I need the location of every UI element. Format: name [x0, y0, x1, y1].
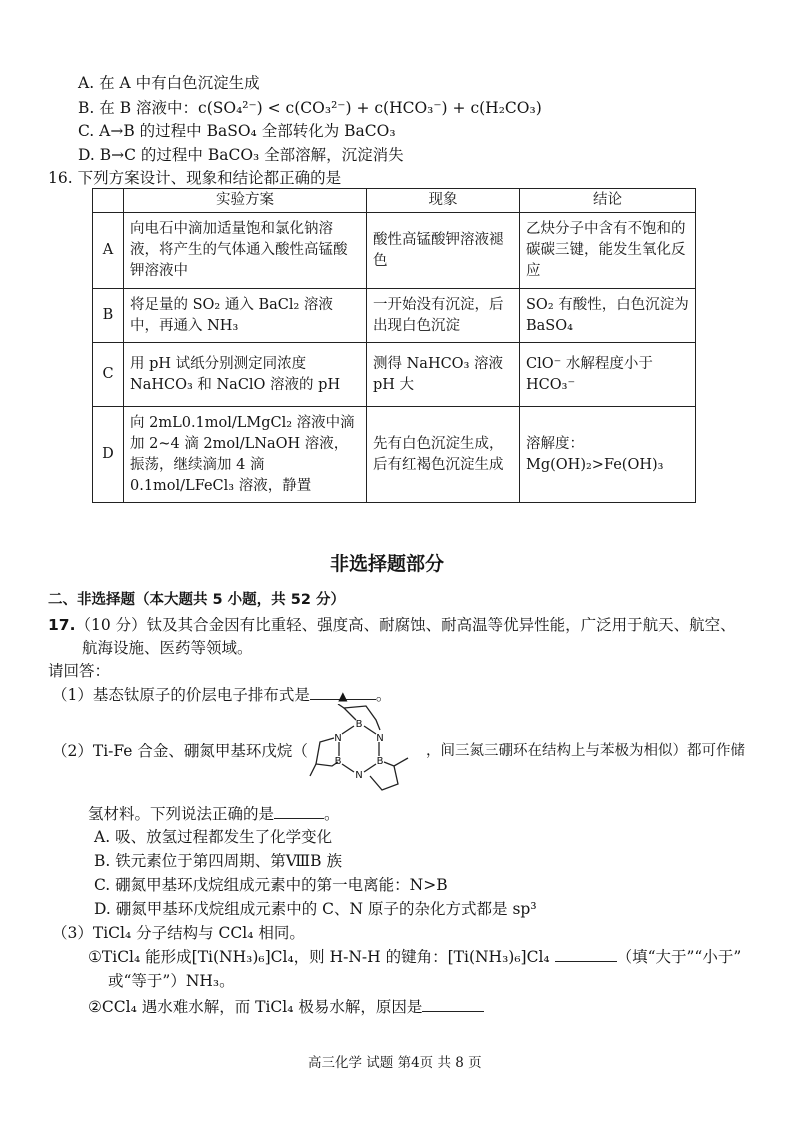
- atom-label: N: [376, 733, 384, 744]
- header-phenomenon: 现象: [367, 189, 520, 213]
- table-row: [93, 213, 696, 289]
- question-text: （10 分）钛及其合金因有比重轻、强度高、耐腐蚀、耐高温等优异性能，广泛用于航天、航空、: [75, 616, 736, 634]
- option-text: A→B 的过程中 BaSO₄ 全部转化为 BaCO₃: [99, 122, 396, 140]
- row-label: C: [93, 343, 124, 407]
- q15-option-b: [78, 97, 542, 119]
- q17-part3-sub1-cont: 或“等于”）NH₃。: [108, 972, 235, 990]
- row-label: A: [93, 213, 124, 289]
- row-phenomenon: 一开始没有沉淀，后出现白色沉淀: [367, 289, 520, 343]
- part2-end: 。: [324, 805, 340, 823]
- q17-part3-sub1: [88, 946, 741, 968]
- option-text: 吸、放氢过程都发生了化学变化: [115, 828, 333, 846]
- answer-blank[interactable]: [555, 947, 617, 962]
- row-conclusion: 乙炔分子中含有不饱和的碳碳三键，能发生氧化反应: [520, 213, 696, 289]
- q17-stem-line2: 航海设施、医药等领域。: [82, 639, 253, 657]
- question-number: 17.: [48, 616, 76, 634]
- experiment-table: [92, 188, 696, 503]
- option-text: B→C 的过程中 BaCO₃ 全部溶解，沉淀消失: [99, 146, 404, 164]
- borazine-molecule-diagram: [298, 704, 424, 796]
- question-text: 下列方案设计、现象和结论都正确的是: [77, 169, 342, 187]
- row-conclusion: SO₂ 有酸性，白色沉淀为 BaSO₄: [520, 289, 696, 343]
- sub1-text: ①TiCl₄ 能形成[Ti(NH₃)₆]Cl₄，则 H-N-H 的键角：[Ti(NH₃)₆]Cl₄: [88, 948, 550, 966]
- answer-blank[interactable]: [274, 804, 324, 819]
- q17-option-c: [94, 874, 448, 896]
- atom-label: B: [376, 756, 384, 767]
- q15-option-c: [78, 120, 396, 142]
- row-phenomenon: 测得 NaHCO₃ 溶液 pH 大: [367, 343, 520, 407]
- sub2-text: ②CCl₄ 遇水难水解，而 TiCl₄ 极易水解，原因是: [88, 998, 423, 1016]
- page-footer: 高三化学 试题 第4页 共 8 页: [308, 1055, 482, 1071]
- row-plan: 用 pH 试纸分别测定同浓度 NaHCO₃ 和 NaClO 溶液的 pH: [124, 343, 367, 407]
- option-letter: C.: [78, 122, 95, 140]
- row-label: B: [93, 289, 124, 343]
- methyl-bond: [310, 764, 316, 776]
- row-label: D: [93, 407, 124, 503]
- ring-bonds: [370, 762, 398, 790]
- q15-option-a: [78, 72, 260, 94]
- option-text: 在 A 中有白色沉淀生成: [99, 74, 260, 92]
- option-letter: D.: [78, 146, 95, 164]
- row-plan: 将足量的 SO₂ 通入 BaCl₂ 溶液中，再通入 NH₃: [124, 289, 367, 343]
- option-letter: B.: [78, 99, 95, 117]
- bond: [342, 764, 354, 772]
- q17-option-b: [94, 850, 342, 872]
- option-letter: D.: [94, 900, 111, 918]
- atom-label: B: [355, 719, 363, 730]
- row-conclusion: 溶解度：Mg(OH)₂>Fe(OH)₃: [520, 407, 696, 503]
- row-plan: 向电石中滴加适量饱和氯化钠溶液，将产生的气体通入酸性高锰酸钾溶液中: [124, 213, 367, 289]
- q17-option-a: [94, 826, 332, 848]
- q17-part1: [52, 684, 391, 706]
- methyl-bond: [338, 704, 344, 708]
- row-phenomenon: 先有白色沉淀生成，后有红褐色沉淀生成: [367, 407, 520, 503]
- header-conclusion: 结论: [520, 189, 696, 213]
- q17-part2-prefix: （2）Ti-Fe 合金、硼氮甲基环戊烷（: [52, 742, 308, 760]
- row-conclusion: ClO⁻ 水解程度小于 HCO₃⁻: [520, 343, 696, 407]
- q17-option-d: [94, 898, 537, 920]
- part1-end: 。: [375, 686, 392, 704]
- table-row: [93, 289, 696, 343]
- atom-label: N: [355, 770, 363, 781]
- question-number: 16.: [48, 169, 73, 187]
- answer-marker: ▲: [338, 689, 348, 703]
- option-text: 在 B 溶液中：c(SO₄²⁻) < c(CO₃²⁻) + c(HCO₃⁻) + c(H₂CO₃): [99, 99, 542, 117]
- header-plan: 实验方案: [124, 189, 367, 213]
- atom-label: B: [334, 756, 342, 767]
- q17-stem-line1: [48, 614, 736, 636]
- table-row: [93, 343, 696, 407]
- bond: [342, 726, 354, 734]
- option-text: 铁元素位于第四周期、第ⅧB 族: [115, 852, 342, 870]
- methyl-bond: [394, 758, 408, 766]
- row-phenomenon: 酸性高锰酸钾溶液褪色: [367, 213, 520, 289]
- q15-option-d: [78, 144, 404, 166]
- q17-prompt: 请回答：: [48, 662, 111, 680]
- sub1-hint: （填“大于”“小于”: [616, 948, 742, 966]
- q16-stem: [48, 167, 341, 189]
- row-plan: 向 2mL0.1mol/LMgCl₂ 溶液中滴加 2~4 滴 2mol/LNaOH 溶液，振荡，继续滴加 4 滴 0.1mol/LFeCl₃ 溶液，静置: [124, 407, 367, 503]
- bond: [364, 726, 376, 734]
- option-letter: B.: [94, 852, 111, 870]
- part2-question: 氢材料。下列说法正确的是: [88, 805, 275, 823]
- q17-part2-line2: [88, 803, 340, 825]
- option-text: 硼氮甲基环戊烷组成元素中的第一电离能：N>B: [115, 876, 448, 894]
- option-letter: A.: [78, 74, 95, 92]
- q17-part3-sub2: [88, 996, 484, 1018]
- option-text: 硼氮甲基环戊烷组成元素中的 C、N 原子的杂化方式都是 sp³: [115, 900, 537, 918]
- table-row: [93, 407, 696, 503]
- table-header-row: [93, 189, 696, 213]
- atom-label: N: [334, 733, 342, 744]
- answer-blank[interactable]: [422, 997, 484, 1012]
- answer-blank[interactable]: [310, 685, 376, 703]
- part1-text: （1）基态钛原子的价层电子排布式是: [52, 686, 310, 704]
- section-title: 非选择题部分: [330, 553, 445, 575]
- q17-part3: （3）TiCl₄ 分子结构与 CCl₄ 相同。: [52, 924, 305, 942]
- option-letter: C.: [94, 876, 111, 894]
- q17-part2-suffix: ，间三氮三硼环在结构上与苯极为相似）都可作储: [426, 743, 745, 759]
- option-letter: A.: [94, 828, 111, 846]
- part2-heading: 二、非选择题（本大题共 5 小题，共 52 分）: [48, 592, 345, 608]
- header-label-cell: [93, 189, 124, 213]
- bond: [364, 764, 376, 772]
